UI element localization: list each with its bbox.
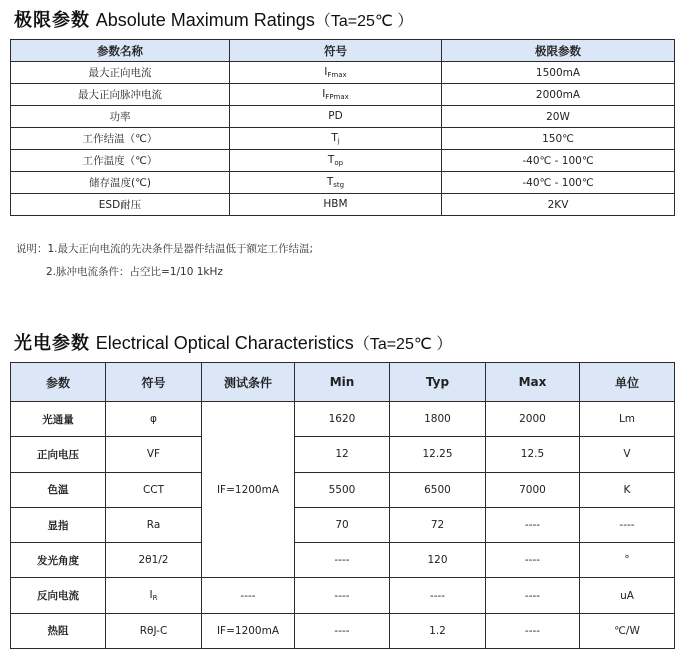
table-row [11,128,675,150]
limit-value: 2000mA [442,84,675,106]
limit-value: 20W [442,106,675,128]
table-header-row [11,363,675,402]
table-row [11,172,675,194]
symbol: $T_{stg}$ [230,172,442,194]
param-name: 反向电流 [11,578,106,613]
param-name: ESD耐压 [11,194,230,216]
notes [16,238,313,284]
typ-value: ---- [390,578,486,613]
table-row [11,106,675,128]
max-value: ---- [486,613,580,648]
min-value: 5500 [295,472,390,507]
header-param-name: 参数名称 [11,40,230,62]
table-row [11,194,675,216]
typ-value: 1800 [390,402,486,437]
symbol: $T_{op}$ [230,150,442,172]
unit: ℃/W [580,613,675,648]
param-name: 发光角度 [11,543,106,578]
typ-value: 1.2 [390,613,486,648]
min-value: ---- [295,543,390,578]
param-name: 储存温度(℃) [11,172,230,194]
table-row [11,578,675,613]
electrical-optical-table [10,362,675,649]
note-line-2: 2.脉冲电流条件：占空比=1/10 1kHz [46,266,223,278]
param-name: 色温 [11,472,106,507]
absolute-max-ratings-title [14,6,413,32]
section-title-en: Electrical Optical Characteristics [95,333,354,353]
param-name: 功率 [11,106,230,128]
symbol: PD [230,106,442,128]
param-name: 光通量 [11,402,106,437]
typ-value: 12.25 [390,437,486,472]
symbol: RθJ-C [106,613,202,648]
max-value: 2000 [486,402,580,437]
symbol: 2θ1/2 [106,543,202,578]
limit-value: 2KV [442,194,675,216]
symbol: CCT [106,472,202,507]
section-title-cn: 极限参数 [14,10,90,31]
min-value: 70 [295,507,390,542]
test-condition: IF=1200mA [202,613,295,648]
absolute-max-ratings-table [10,39,675,216]
symbol: Ra [106,507,202,542]
section-condition: （Ta=25℃ ） [353,336,453,353]
test-condition: ---- [202,578,295,613]
section-title-en: Absolute Maximum Ratings [95,10,315,30]
header-symbol: 符号 [230,40,442,62]
table-row [11,150,675,172]
max-value: ---- [486,543,580,578]
unit: K [580,472,675,507]
param-name: 工作温度（℃） [11,150,230,172]
table-row [11,472,675,507]
max-value: ---- [486,507,580,542]
test-condition-merged: IF=1200mA [202,402,295,578]
symbol: HBM [230,194,442,216]
typ-value: 72 [390,507,486,542]
note-line-1: 说明：1.最大正向电流的先决条件是器件结温低于额定工作结温; [16,243,314,255]
unit: V [580,437,675,472]
symbol: $I_{Fmax}$ [230,62,442,84]
table-row [11,62,675,84]
header-symbol: 符号 [106,363,202,402]
table-row [11,402,675,437]
typ-value: 120 [390,543,486,578]
limit-value: -40℃ - 100℃ [442,172,675,194]
symbol: VF [106,437,202,472]
header-test-condition: 测试条件 [202,363,295,402]
param-name: 工作结温（℃） [11,128,230,150]
limit-value: 150℃ [442,128,675,150]
unit: ---- [580,507,675,542]
table-row [11,437,675,472]
max-value: 7000 [486,472,580,507]
header-param: 参数 [11,363,106,402]
param-name: 最大正向脉冲电流 [11,84,230,106]
unit: ° [580,543,675,578]
min-value: ---- [295,578,390,613]
param-name: 显指 [11,507,106,542]
limit-value: 1500mA [442,62,675,84]
table-header-row [11,40,675,62]
min-value: 1620 [295,402,390,437]
limit-value: -40℃ - 100℃ [442,150,675,172]
max-value: 12.5 [486,437,580,472]
table-row [11,507,675,542]
header-max: Max [486,363,580,402]
symbol: $T_j$ [230,128,442,150]
param-name: 热阻 [11,613,106,648]
symbol: $I_R$ [106,578,202,613]
unit: uA [580,578,675,613]
symbol: φ [106,402,202,437]
min-value: ---- [295,613,390,648]
min-value: 12 [295,437,390,472]
max-value: ---- [486,578,580,613]
header-typ: Typ [390,363,486,402]
table-row [11,543,675,578]
symbol: $I_{FPmax}$ [230,84,442,106]
header-limit: 极限参数 [442,40,675,62]
electrical-optical-title [14,329,452,355]
section-title-cn: 光电参数 [14,333,90,354]
table-row [11,84,675,106]
table-row [11,613,675,648]
header-unit: 单位 [580,363,675,402]
param-name: 最大正向电流 [11,62,230,84]
section-condition: （Ta=25℃ ） [314,13,414,30]
header-min: Min [295,363,390,402]
param-name: 正向电压 [11,437,106,472]
typ-value: 6500 [390,472,486,507]
unit: Lm [580,402,675,437]
